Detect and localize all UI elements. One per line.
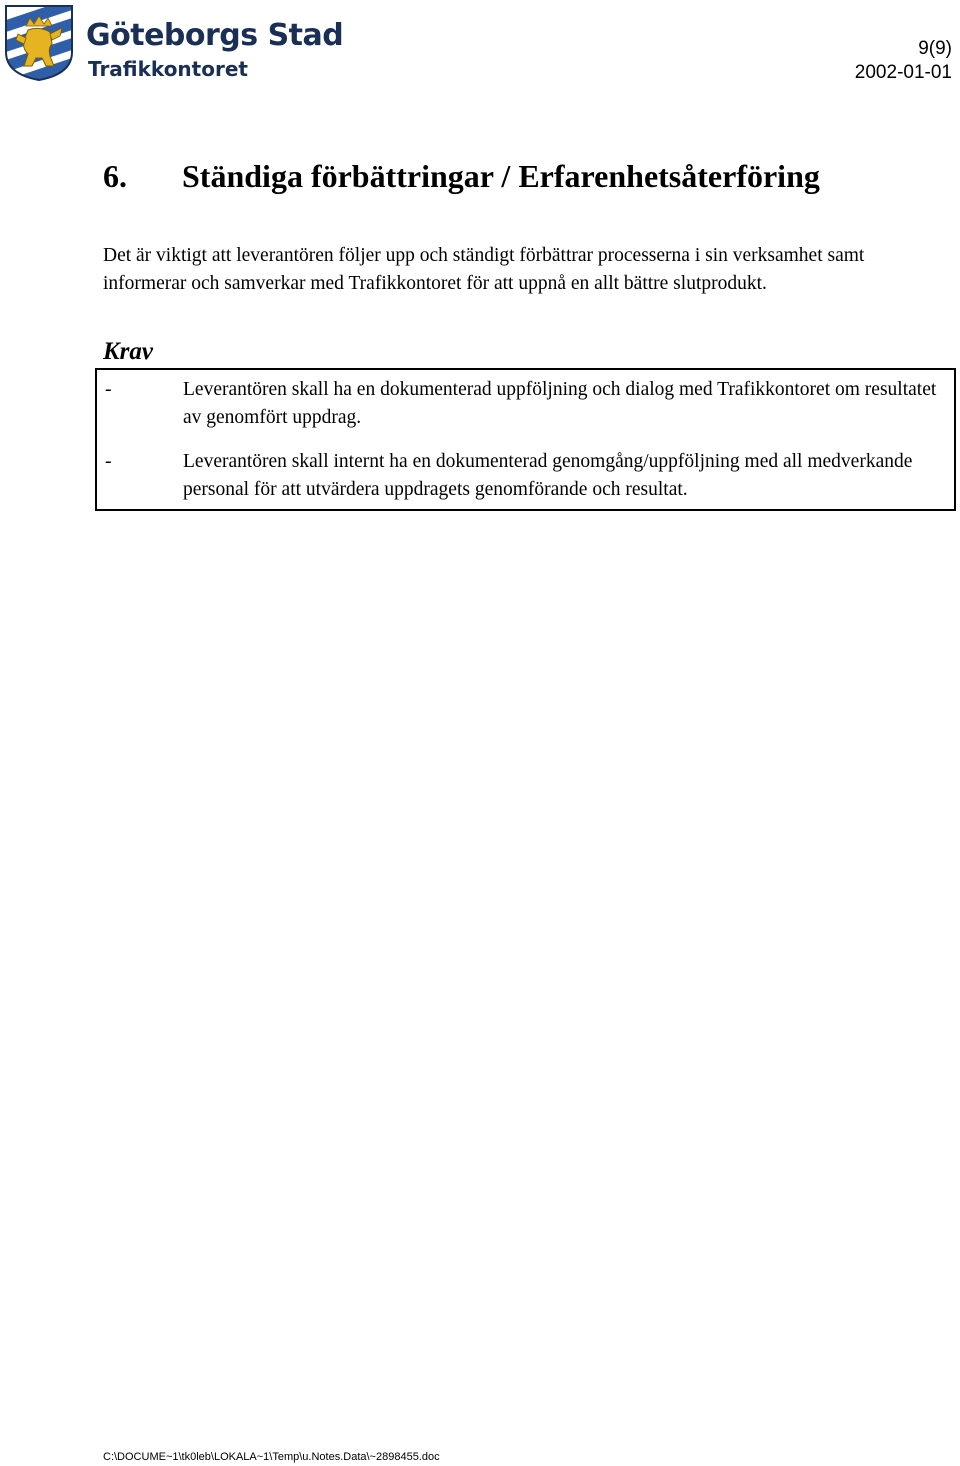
intro-paragraph: Det är viktigt att leverantören följer upp och ständigt förbättrar processerna i sin verksamhet samt informerar och samverkar med Trafikkontoret för att uppnå en allt bättre slutprodukt. <box>103 245 865 294</box>
page-number: 9(9) <box>918 38 952 59</box>
crest-icon <box>4 4 74 82</box>
requirement-bullet: - <box>105 379 112 400</box>
footer-file-path: C:\DOCUME~1\tk0leb\LOKALA~1\Temp\u.Notes.Data\~2898455.doc <box>103 1451 440 1463</box>
requirement-item <box>105 376 955 432</box>
requirement-text: Leverantören skall internt ha en dokumenterad genomgång/uppföljning med all medverkande personal för att utvärdera uppdragets genomförande och resultat. <box>183 451 913 500</box>
requirements-heading: Krav <box>103 338 153 365</box>
requirement-text: Leverantören skall ha en dokumenterad uppföljning och dialog med Trafikkontoret om resultatet av genomfört uppdrag. <box>183 379 937 428</box>
city-crest-logo <box>4 4 74 82</box>
requirement-bullet: - <box>105 451 112 472</box>
requirements-box <box>95 368 956 511</box>
section-title <box>103 156 820 196</box>
department-name: Trafikkontoret <box>88 57 248 81</box>
document-date: 2002-01-01 <box>854 62 952 83</box>
section-title-text: Ständiga förbättringar / Erfarenhetsåterföring <box>182 158 820 194</box>
organization-name: Göteborgs Stad <box>86 18 344 53</box>
requirement-item <box>105 448 955 504</box>
section-number: 6. <box>103 158 127 194</box>
